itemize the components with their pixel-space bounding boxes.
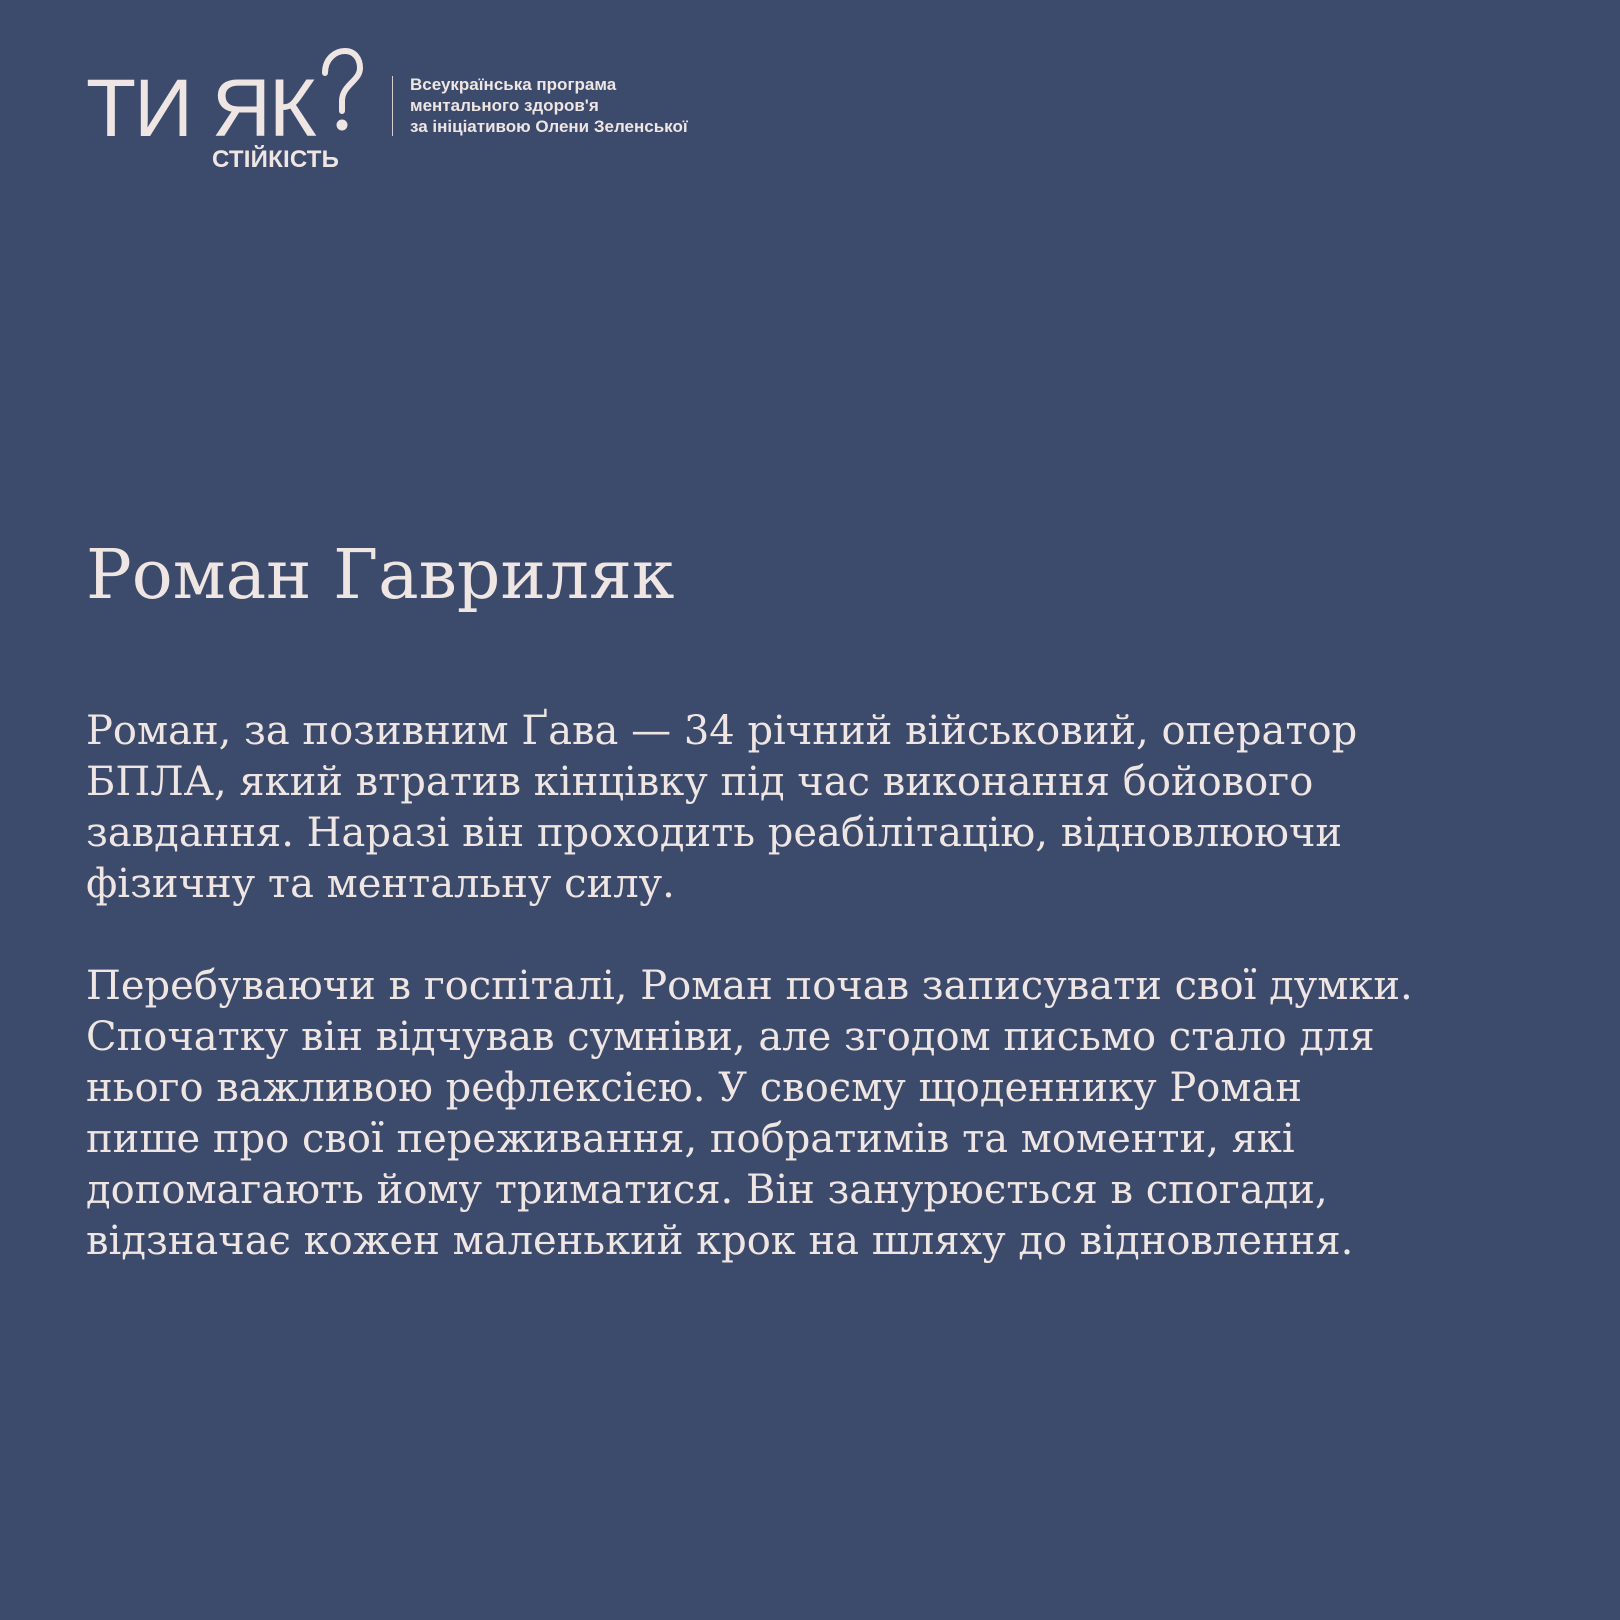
logo-wordmark: ТИ ЯК [86,63,315,154]
text-line: відзначає кожен маленький крок на шляху до відновлення. [86,1218,1354,1264]
brand-logo [86,46,746,176]
tagline-line: Всеукраїнська програма [410,75,617,94]
logo-divider [392,76,393,136]
text-line: нього важливою рефлексією. У своєму щоденнику Роман [86,1065,1302,1111]
question-mark-icon [318,46,364,138]
text-line: пише про свої переживання, побратимів та моменти, які [86,1116,1295,1162]
person-name-title: Роман Гавриляк [86,536,675,615]
story-paragraph-1 [86,706,1546,910]
text-line: Роман, за позивним Ґава — 34 річний військовий, оператор [86,708,1358,754]
story-paragraph-2 [86,961,1546,1267]
text-line: фізичну та ментальну силу. [86,861,675,907]
tagline-line: ментального здоров'я [410,96,599,115]
text-line: Спочатку він відчував сумніви, але згодом письмо стало для [86,1014,1375,1060]
logo-subtitle: СТІЙКІСТЬ [212,146,340,173]
story-text [86,706,1546,1318]
program-tagline [410,74,688,137]
tagline-line: за ініціативою Олени Зеленської [410,117,688,136]
text-line: Перебуваючи в госпіталі, Роман почав записувати свої думки. [86,963,1413,1009]
text-line: БПЛА, який втратив кінцівку під час виконання бойового [86,759,1314,805]
text-line: завдання. Наразі він проходить реабілітацію, відновлюючи [86,810,1343,856]
text-line: допомагають йому триматися. Він занурюється в спогади, [86,1167,1328,1213]
